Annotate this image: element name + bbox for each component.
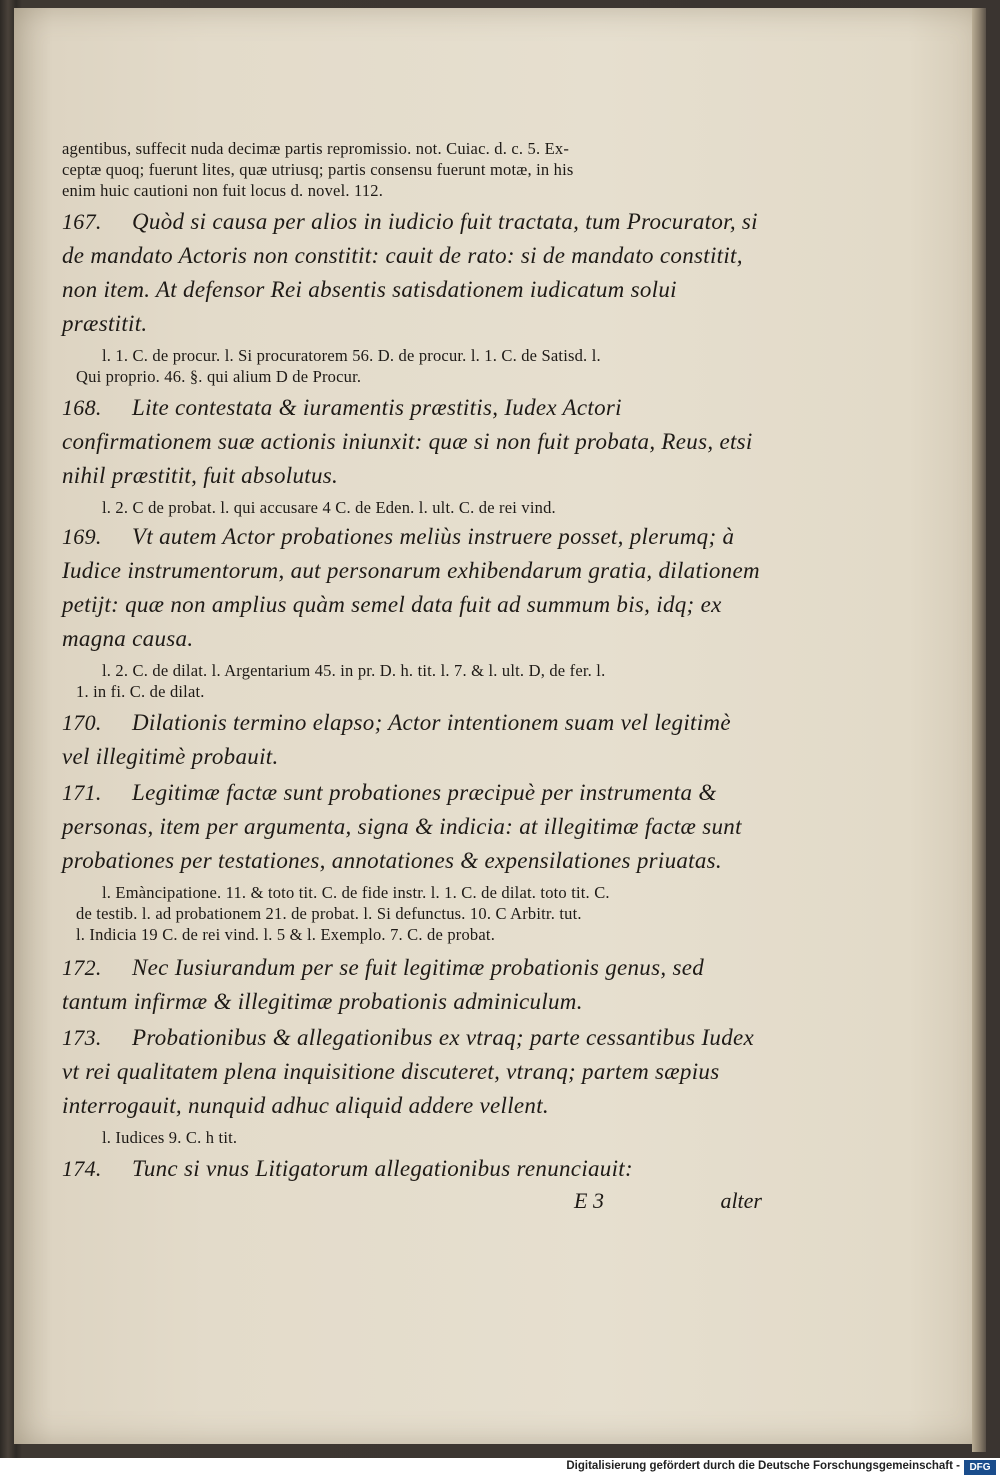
section-text: Vt autem Actor probationes meliùs instruere posset, plerumq; à Iudice instrumentorum, aut personarum exhibendarum gratia, dilationem petijt: quæ non amplius quàm semel data fuit ad summum bis, idq; ex magna causa. <box>62 524 760 651</box>
book-page <box>14 8 986 1444</box>
section-number: 167. <box>62 209 102 234</box>
section-number: 173. <box>62 1025 102 1050</box>
section-168 <box>62 391 762 518</box>
section-text: Lite contestata & iuramentis præstitis, Iudex Actori confirmationem suæ actionis iniunxit: quæ si non fuit probata, Reus, etsi nihil præstitit, fuit absolutus. <box>62 395 753 488</box>
section-text: Nec Iusiurandum per se fuit legitimæ probationis genus, sed tantum infirmæ & illegitimæ probationis adminiculum. <box>62 955 705 1014</box>
section-number: 170. <box>62 710 102 735</box>
citation-line: 1. in fi. C. de dilat. <box>76 682 205 701</box>
page-footer-line <box>62 1188 762 1214</box>
section-173 <box>62 1021 762 1148</box>
citation-line: l. Emàncipatione. 11. & toto tit. C. de fide instr. l. 1. C. de dilat. toto tit. C. <box>102 883 610 902</box>
signature-mark: E 3 <box>574 1188 604 1213</box>
citation-line: l. 2. C. de dilat. l. Argentarium 45. in pr. D. h. tit. l. 7. & l. ult. D, de fer. l. <box>102 661 606 680</box>
section-number: 171. <box>62 780 102 805</box>
section-text: Dilationis termino elapso; Actor intentionem suam vel legitimè vel illegitimè probauit. <box>62 710 731 769</box>
section-170 <box>62 706 762 774</box>
dfg-logo: DFG <box>964 1460 996 1475</box>
section-169 <box>62 520 762 702</box>
citation-line: l. Iudices 9. C. h tit. <box>102 1128 238 1147</box>
section-text: Tunc si vnus Litigatorum allegationibus renunciauit: <box>132 1156 633 1181</box>
catchword: alter <box>720 1188 762 1213</box>
section-number: 168. <box>62 395 102 420</box>
funding-credit: Digitalisierung gefördert durch die Deutsche Forschungsgemeinschaft - <box>566 1460 960 1472</box>
section-174 <box>62 1152 762 1186</box>
citation-line: Qui proprio. 46. §. qui alium D de Procur. <box>76 367 362 386</box>
citation-line: de testib. l. ad probationem 21. de probat. l. Si defunctus. 10. C Arbitr. tut. <box>76 904 582 923</box>
citation-line: l. Indicia 19 C. de rei vind. l. 5 & l. Exemplo. 7. C. de probat. <box>76 925 496 944</box>
section-172 <box>62 951 762 1019</box>
section-number: 172. <box>62 955 102 980</box>
section-number: 169. <box>62 524 102 549</box>
page-edge <box>972 8 986 1452</box>
citation-line: l. 2. C de probat. l. qui accusare 4 C. de Eden. l. ult. C. de rei vind. <box>102 498 556 517</box>
top-note-line: ceptæ quoq; fuerunt lites, quæ utriusq; partis consensu fuerunt motæ, in his <box>62 160 574 179</box>
page-text <box>62 138 762 1214</box>
top-note-line: agentibus, suffecit nuda decimæ partis repromissio. not. Cuiac. d. c. 5. Ex- <box>62 139 570 158</box>
digitization-footer <box>0 1458 1000 1478</box>
section-text: Quòd si causa per alios in iudicio fuit tractata, tum Procurator, si de mandato Actoris non constitit: cauit de rato: si de mandato constitit, non item. At defensor Rei absentis satisdationem iudicatum solui præstitit. <box>62 209 758 336</box>
section-text: Probationibus & allegationibus ex vtraq; parte cessantibus Iudex vt rei qualitatem plena inquisitione discuteret, vtranq; partem sæpius interrogauit, nunquid adhuc aliquid addere vellent. <box>62 1025 755 1118</box>
section-167 <box>62 205 762 387</box>
section-text: Legitimæ factæ sunt probationes præcipuè per instrumenta & personas, item per argumenta, signa & indicia: at illegitimæ factæ sunt probationes per testationes, annotationes & expensilationes priuatas. <box>62 780 742 873</box>
citation-line: l. 1. C. de procur. l. Si procuratorem 56. D. de procur. l. 1. C. de Satisd. l. <box>102 346 601 365</box>
section-number: 174. <box>62 1156 102 1181</box>
top-note-line: enim huic cautioni non fuit locus d. novel. 112. <box>62 181 384 200</box>
section-171 <box>62 776 762 945</box>
